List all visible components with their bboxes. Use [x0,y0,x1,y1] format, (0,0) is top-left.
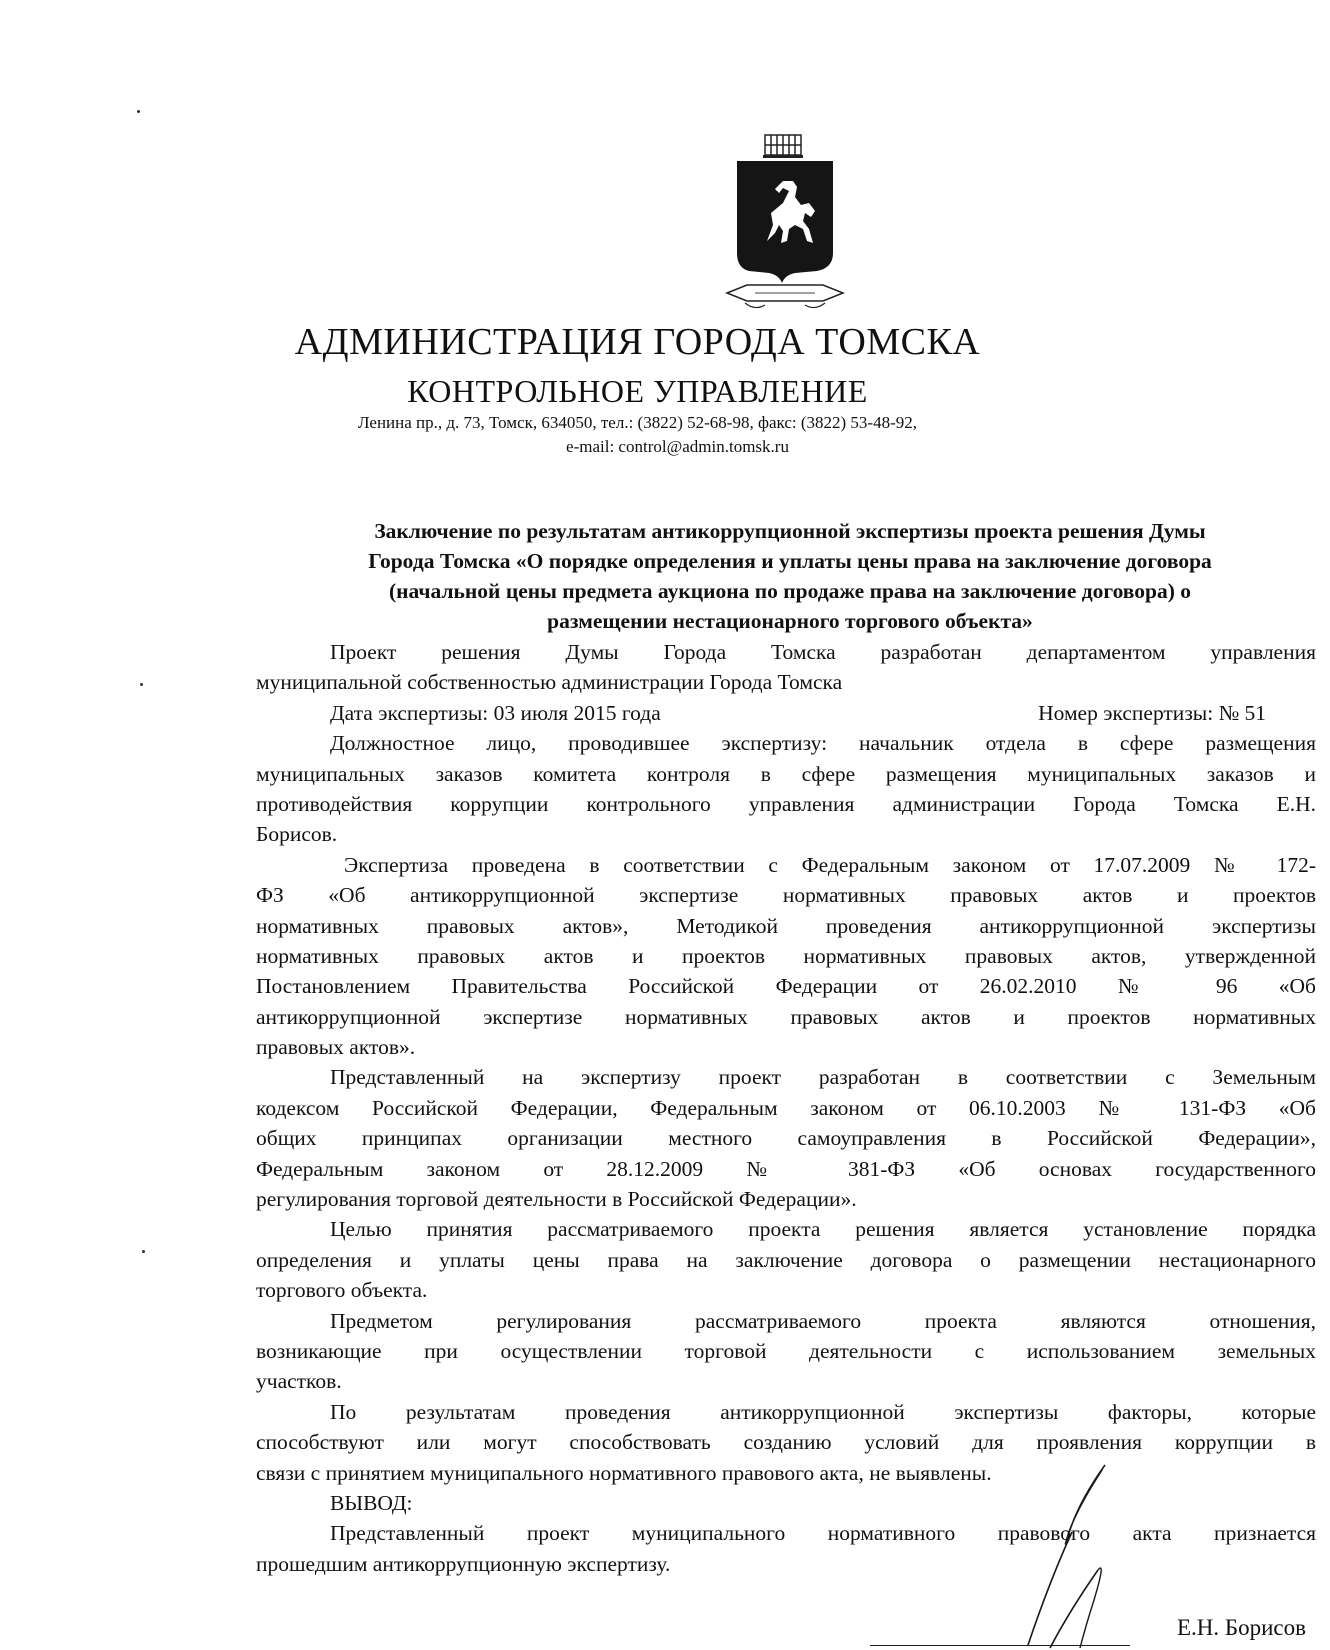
text-line: способствуют или могут способствовать созданию условий для проявления коррупции в [256,1430,1316,1455]
text-line: определения и уплаты цены права на заключение договора о размещении нестационарного [256,1247,1316,1272]
text-line: участков. [256,1369,342,1394]
text-line: нормативных правовых актов и проектов нормативных правовых актов, утвержденной [256,943,1316,968]
tomsk-coat-of-arms-icon [725,133,845,318]
paragraph-subject [256,1306,1316,1397]
text-line: общих принципах организации местного самоуправления в Российской Федерации», [256,1126,1316,1151]
paragraph-compliance [256,1062,1316,1214]
text-line: кодексом Российской Федерации, Федеральным законом от 06.10.2003 № 131-ФЗ «Об [256,1095,1316,1120]
text-line: По результатам проведения антикоррупционной экспертизы факторы, которые [330,1399,1316,1424]
paragraph-developer [256,637,1316,698]
title-line: (начальной цены предмета аукциона по продаже права на заключение договора) о [388,579,1192,603]
text-line: Предметом регулирования рассматриваемого проекта являются отношения, [330,1308,1316,1333]
title-line: размещении нестационарного торгового объекта» [547,609,1033,633]
text-line: муниципальной собственностью администрации Города Томска [256,670,843,695]
text-line: Представленный проект муниципального нормативного правового акта признается [330,1521,1316,1546]
expertise-number: Номер экспертизы: № 51 [1038,700,1266,725]
text-line: Проект решения Думы Города Томска разработан департаментом управления [330,640,1316,664]
text-line: нормативных правовых актов», Методикой проведения антикоррупционной экспертизы [256,913,1316,938]
signature-line [870,1645,1130,1646]
title-line: Города Томска «О порядке определения и уплаты цены права на заключение договора [368,549,1212,573]
org-name: АДМИНИСТРАЦИЯ ГОРОДА ТОМСКА [294,321,981,363]
text-line: ФЗ «Об антикоррупционной экспертизе нормативных правовых актов и проектов [256,883,1316,908]
paragraph-official [256,728,1316,850]
signer-name: Е.Н. Борисов [1177,1615,1306,1640]
paragraph-legal-basis [256,850,1316,1063]
text-line: Борисов. [256,822,338,847]
expertise-meta-row [256,698,1316,728]
paragraph-purpose [256,1214,1316,1305]
department-name: КОНТРОЛЬНОЕ УПРАВЛЕНИЕ [407,373,868,409]
text-line: правовых актов». [256,1035,416,1060]
scan-speck [137,110,140,113]
document-title [250,516,1330,636]
text-line: Должностное лицо, проводившее экспертизу: начальник отдела в сфере размещения [330,731,1316,756]
org-email: e-mail: control@admin.tomsk.ru [566,437,789,456]
scan-speck [142,1250,145,1253]
org-address: Ленина пр., д. 73, Томск, 634050, тел.: (3822) 52-68-98, факс: (3822) 53-48-92, [357,413,918,432]
text-line: возникающие при осуществлении торговой деятельности с использованием земельных [256,1338,1316,1363]
text-line: Целью принятия рассматриваемого проекта решения является установление порядка [330,1217,1316,1242]
text-line: регулирования торговой деятельности в Российской Федерации». [256,1187,857,1212]
text-line: связи с принятием муниципального нормативного правового акта, не выявлены. [256,1460,992,1485]
scan-speck [140,683,143,686]
document-body [256,637,1316,1579]
text-line: Постановлением Правительства Российской Федерации от 26.02.2010 № 96 «Об [256,974,1316,999]
expertise-date: Дата экспертизы: 03 июля 2015 года [330,700,661,725]
text-line: Экспертиза проведена в соответствии с Федеральным законом от 17.07.2009 № 172- [344,852,1316,877]
title-line: Заключение по результатам антикоррупционной экспертизы проекта решения Думы [374,519,1206,543]
text-line: противодействия коррупции контрольного управления администрации Города Томска Е.Н. [256,791,1316,816]
text-line: Представленный на экспертизу проект разработан в соответствии с Земельным [330,1065,1316,1090]
conclusion-label: ВЫВОД: [330,1490,413,1515]
text-line: торгового объекта. [256,1278,428,1303]
text-line: антикоррупционной экспертизе нормативных правовых актов и проектов нормативных [256,1004,1316,1029]
text-line: Федеральным законом от 28.12.2009 № 381-ФЗ «Об основах государственного [256,1156,1316,1181]
text-line: муниципальных заказов комитета контроля в сфере размещения муниципальных заказов и [256,761,1316,786]
text-line: прошедшим антикоррупционную экспертизу. [256,1551,671,1576]
